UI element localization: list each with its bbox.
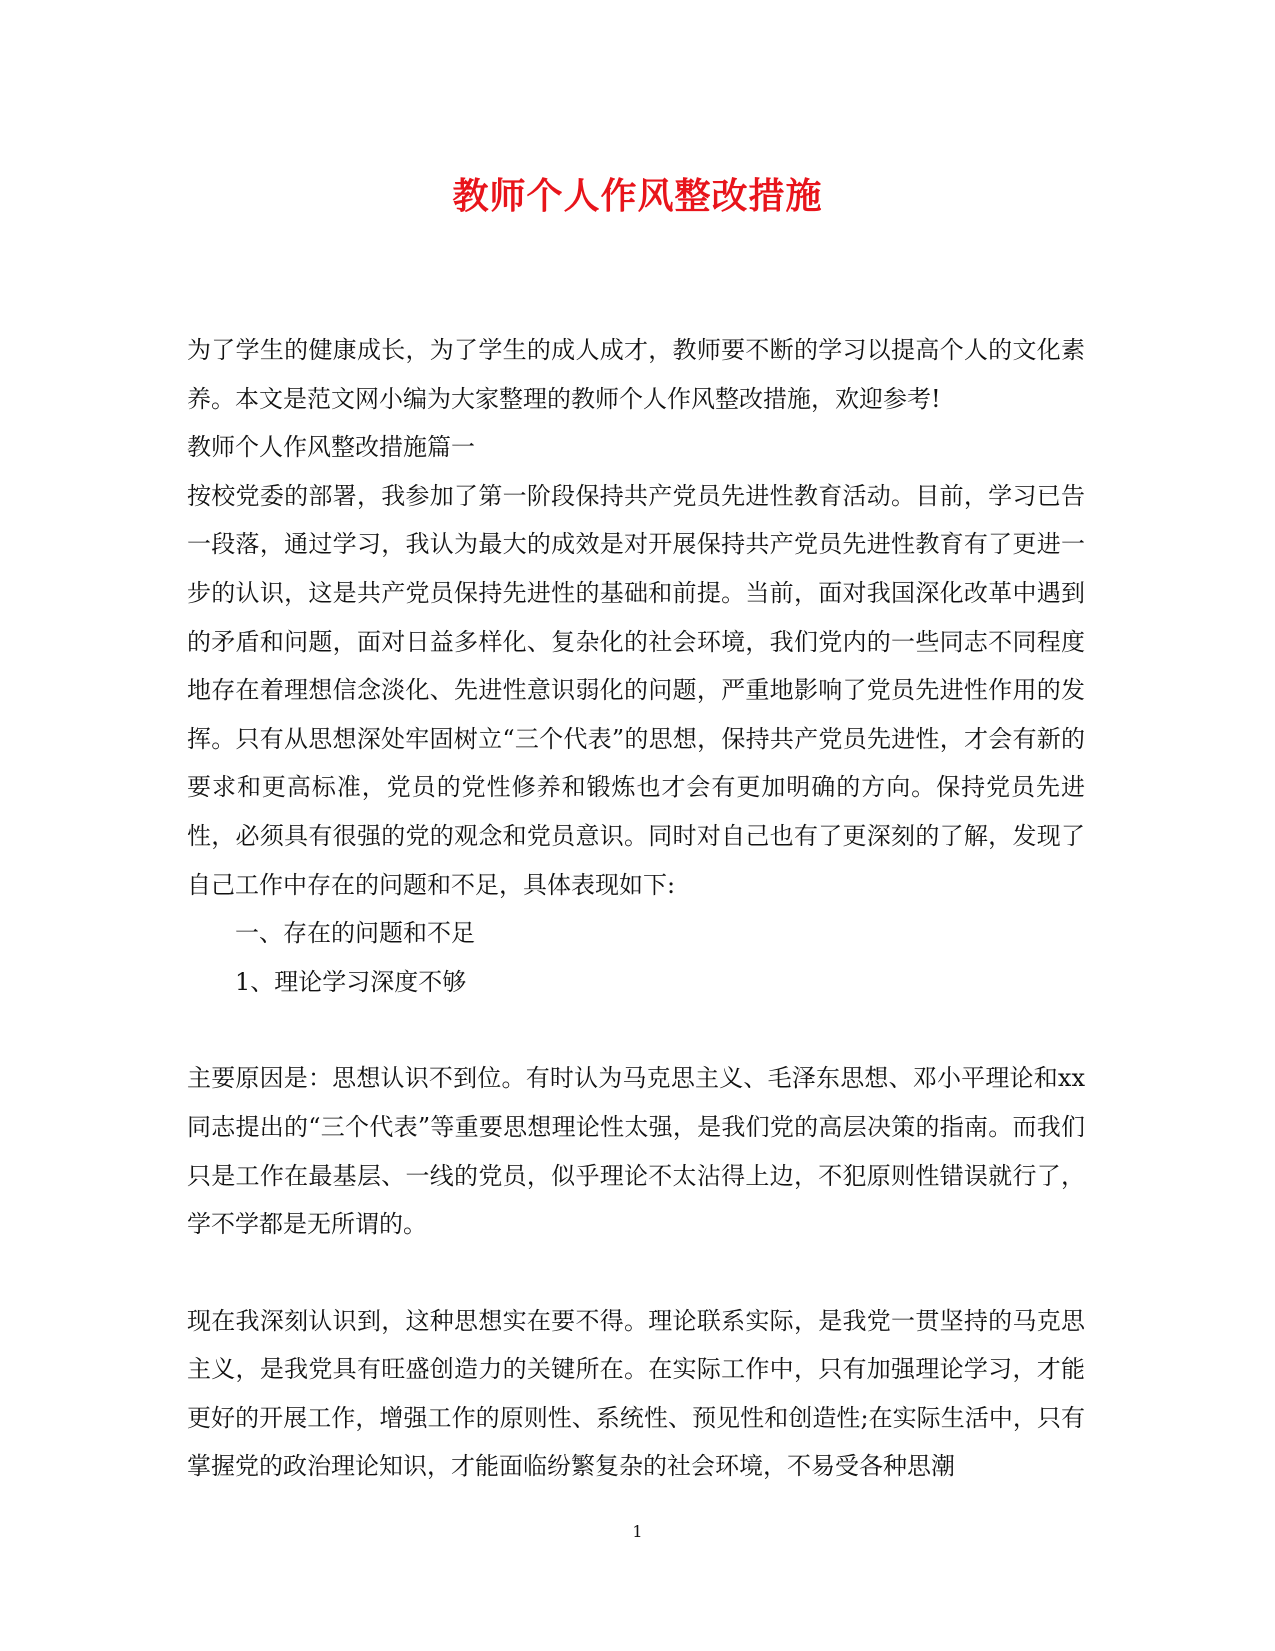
subheading-theory-study: 1、理论学习深度不够 bbox=[235, 967, 467, 996]
intro-paragraph: 为了学生的健康成长，为了学生的成人成才，教师要不断的学习以提高个人的文化素养。本文是范文网小编为大家整理的教师个人作风整改措施，欢迎参考! bbox=[187, 336, 1085, 413]
body-paragraph: 主要原因是：思想认识不到位。有时认为马克思主义、毛泽东思想、邓小平理论和xx同志提出的“三个代表”等重要思想理论性太强，是我们党的高层决策的指南。而我们只是工作在最基层、一线的党员，似乎理论不太沾得上边，不犯原则性错误就行了，学不学都是无所谓的。 bbox=[187, 1064, 1085, 1239]
section-heading: 教师个人作风整改措施篇一 bbox=[187, 433, 475, 462]
document-title: 教师个人作风整改措施 bbox=[452, 175, 823, 217]
body-paragraph: 现在我深刻认识到，这种思想实在要不得。理论联系实际，是我党一贯坚持的马克思主义，是我党具有旺盛创造力的关键所在。在实际工作中，只有加强理论学习，才能更好的开展工作，增强工作的原则性、系统性、预见性和创造性;在实际生活中，只有掌握党的政治理论知识，才能面临纷繁复杂的社会环境，不易受各种思潮 bbox=[187, 1306, 1085, 1481]
document-body bbox=[187, 326, 1085, 1491]
body-paragraph: 按校党委的部署，我参加了第一阶段保持共产党员先进性教育活动。目前，学习已告一段落，通过学习，我认为最大的成效是对开展保持共产党员先进性教育有了更进一步的认识，这是共产党员保持先进性的基础和前提。当前，面对我国深化改革中遇到的矛盾和问题，面对日益多样化、复杂化的社会环境，我们党内的一些同志不同程度地存在着理想信念淡化、先进性意识弱化的问题，严重地影响了党员先进性作用的发挥。只有从思想深处牢固树立“三个代表”的思想，保持共产党员先进性，才会有新的要求和更高标准，党员的党性修养和锻炼也才会有更加明确的方向。保持党员先进性，必须具有很强的党的观念和党员意识。同时对自己也有了更深刻的了解，发现了自己工作中存在的问题和不足，具体表现如下: bbox=[187, 481, 1085, 899]
page-number: 1 bbox=[632, 1522, 643, 1541]
subheading-problems: 一、存在的问题和不足 bbox=[235, 919, 475, 948]
